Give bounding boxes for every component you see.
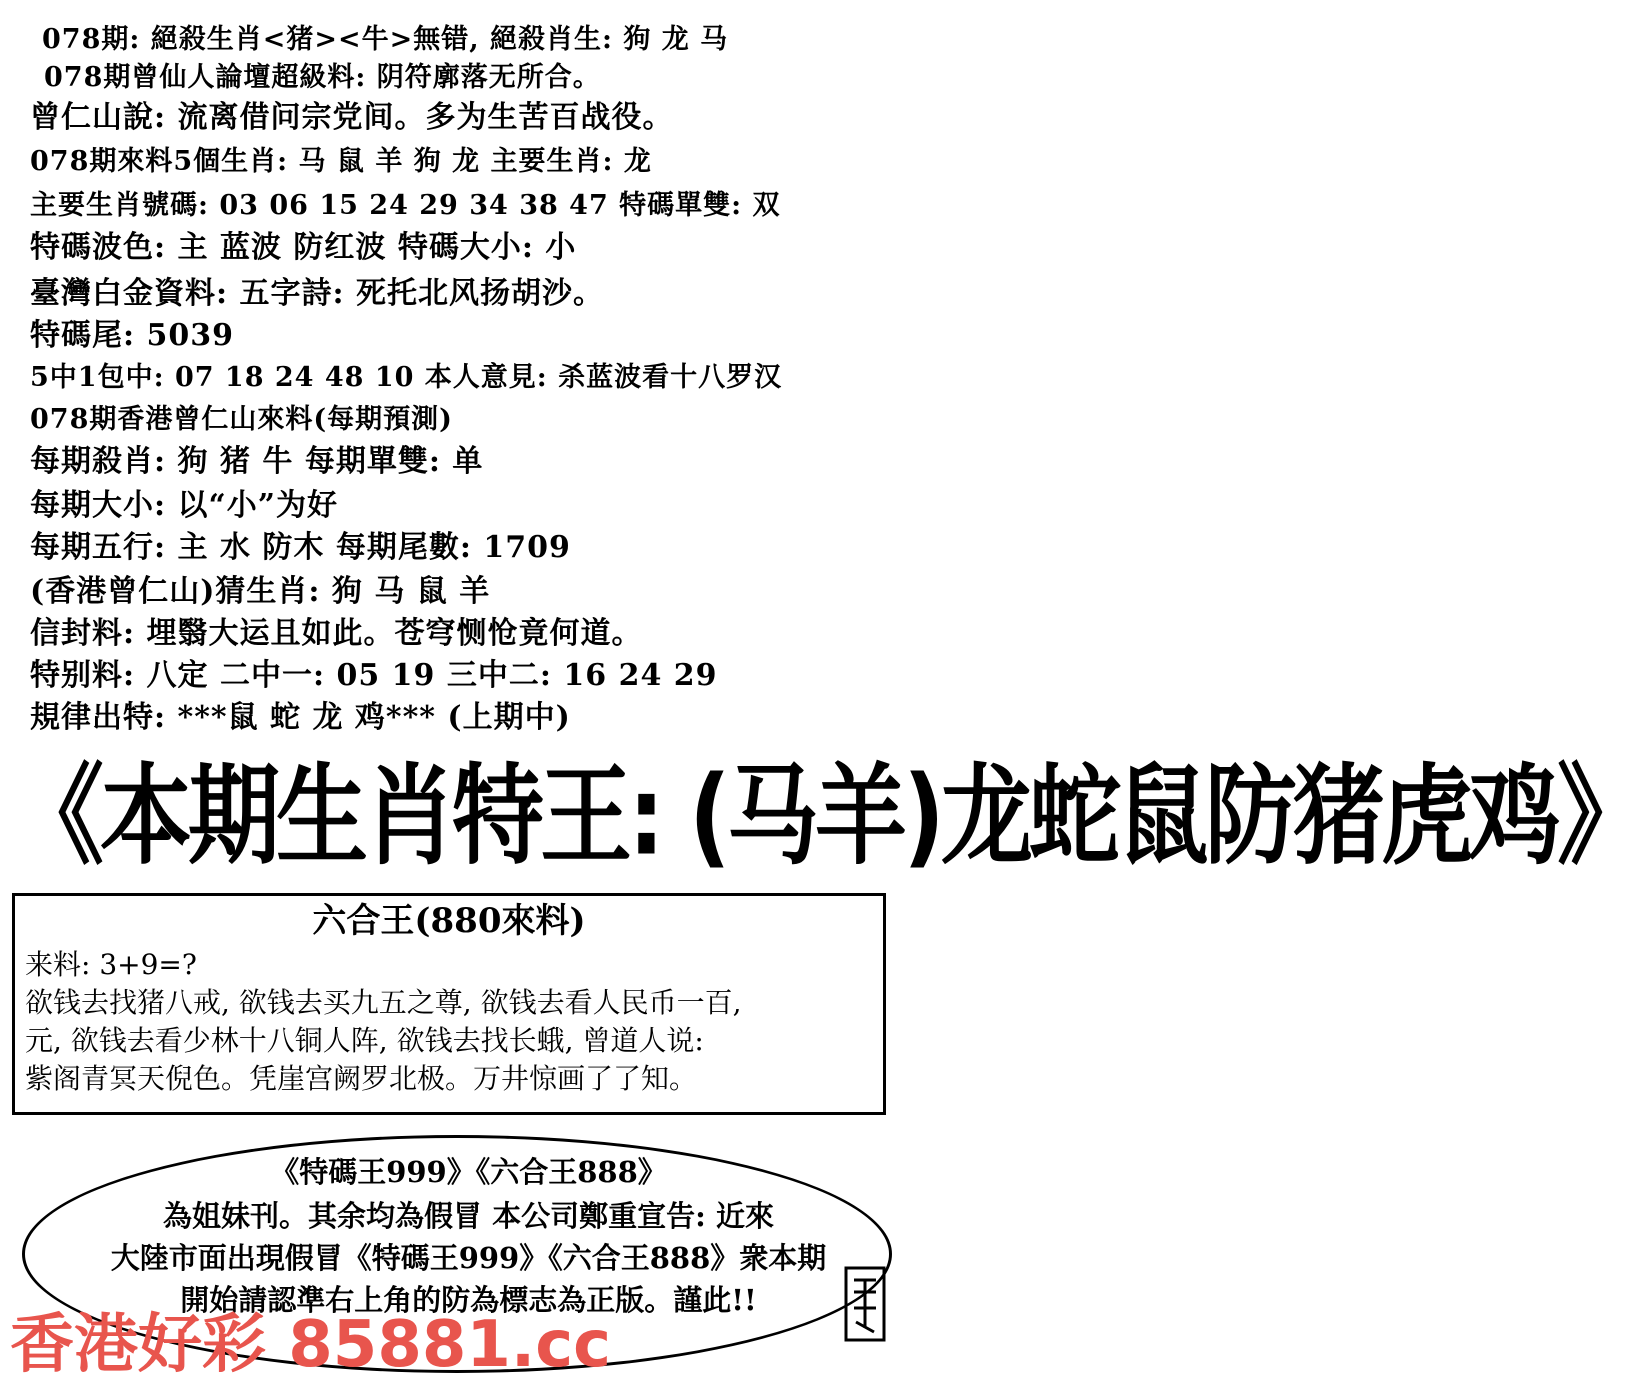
- line-special-material: 特别料: 八定 二中一: 05 19 三中二: 16 24 29: [30, 658, 718, 693]
- notice-line-2: 為姐妹刊。其余均為假冒 本公司鄭重宣告: 近來: [163, 1199, 774, 1233]
- box-line-1: 来料: 3+9=?: [25, 948, 197, 981]
- line-each-elements: 每期五行: 主 水 防木 每期尾數: 1709: [30, 530, 571, 565]
- notice-line-1: 《特碼王999》《六合王888》: [270, 1155, 667, 1189]
- line-each-size: 每期大小: 以“小”为好: [30, 488, 339, 523]
- line-zeng-renshan-says: 曾仁山說: 流离借问宗党间。多为生苦百战役。: [30, 100, 674, 135]
- anti-counterfeit-stamp-icon: [840, 1262, 890, 1346]
- line-pattern: 規律出特: ***鼠 蛇 龙 鸡*** (上期中): [30, 700, 571, 735]
- box-line-4: 紫阁青冥天倪色。凭崖宫阙罗北极。万井惊画了了知。: [25, 1062, 698, 1095]
- line-special-tail: 特碼尾: 5039: [30, 318, 235, 353]
- site-watermark: 香港好彩 85881.cc: [10, 1308, 612, 1382]
- box-line-2: 欲钱去找猪八戒, 欲钱去买九五之尊, 欲钱去看人民币一百,: [25, 986, 742, 1019]
- line-five-zodiacs: 078期來料5個生肖: 马 鼠 羊 狗 龙 主要生肖: 龙: [30, 146, 652, 177]
- line-wave-color: 特碼波色: 主 蓝波 防红波 特碼大小: 小: [30, 230, 577, 265]
- line-kill-zodiac: 078期: 絕殺生肖<猪><牛>無错, 絕殺肖生: 狗 龙 马: [42, 24, 729, 55]
- box-line-3: 元, 欲钱去看少林十八铜人阵, 欲钱去找长蛾, 曾道人说:: [25, 1024, 704, 1057]
- notice-line-3: 大陸市面出現假冒《特碼王999》《六合王888》衆本期: [110, 1241, 827, 1275]
- headline-banner: 《本期生肖特王: (马羊)龙蛇鼠防猪虎鸡》: [12, 753, 1645, 880]
- line-zeng-xianren-forum: 078期曾仙人論壇超級料: 阴符廓落无所合。: [44, 62, 601, 93]
- line-five-in-one: 5中1包中: 07 18 24 48 10 本人意見: 杀蓝波看十八罗汉: [30, 362, 783, 393]
- line-taiwan-platinum: 臺灣白金資料: 五字詩: 死托北风扬胡沙。: [30, 276, 605, 311]
- line-envelope: 信封料: 埋翳大运且如此。苍穹恻怆竟何道。: [30, 616, 643, 651]
- line-hk-forecast-title: 078期香港曾仁山來料(每期預測): [30, 404, 453, 435]
- line-each-kill: 每期殺肖: 狗 猪 牛 每期單雙: 单: [30, 444, 484, 479]
- liuhe-wang-box: [12, 893, 886, 1115]
- line-main-numbers: 主要生肖號碼: 03 06 15 24 29 34 38 47 特碼單雙: 双: [30, 190, 781, 221]
- notice-line-4: 開始請認準右上角的防為標志為正版。謹此!!: [180, 1283, 757, 1317]
- line-guess-zodiac: (香港曾仁山)猜生肖: 狗 马 鼠 羊: [30, 574, 491, 609]
- box-title: 六合王(880來料): [312, 901, 586, 941]
